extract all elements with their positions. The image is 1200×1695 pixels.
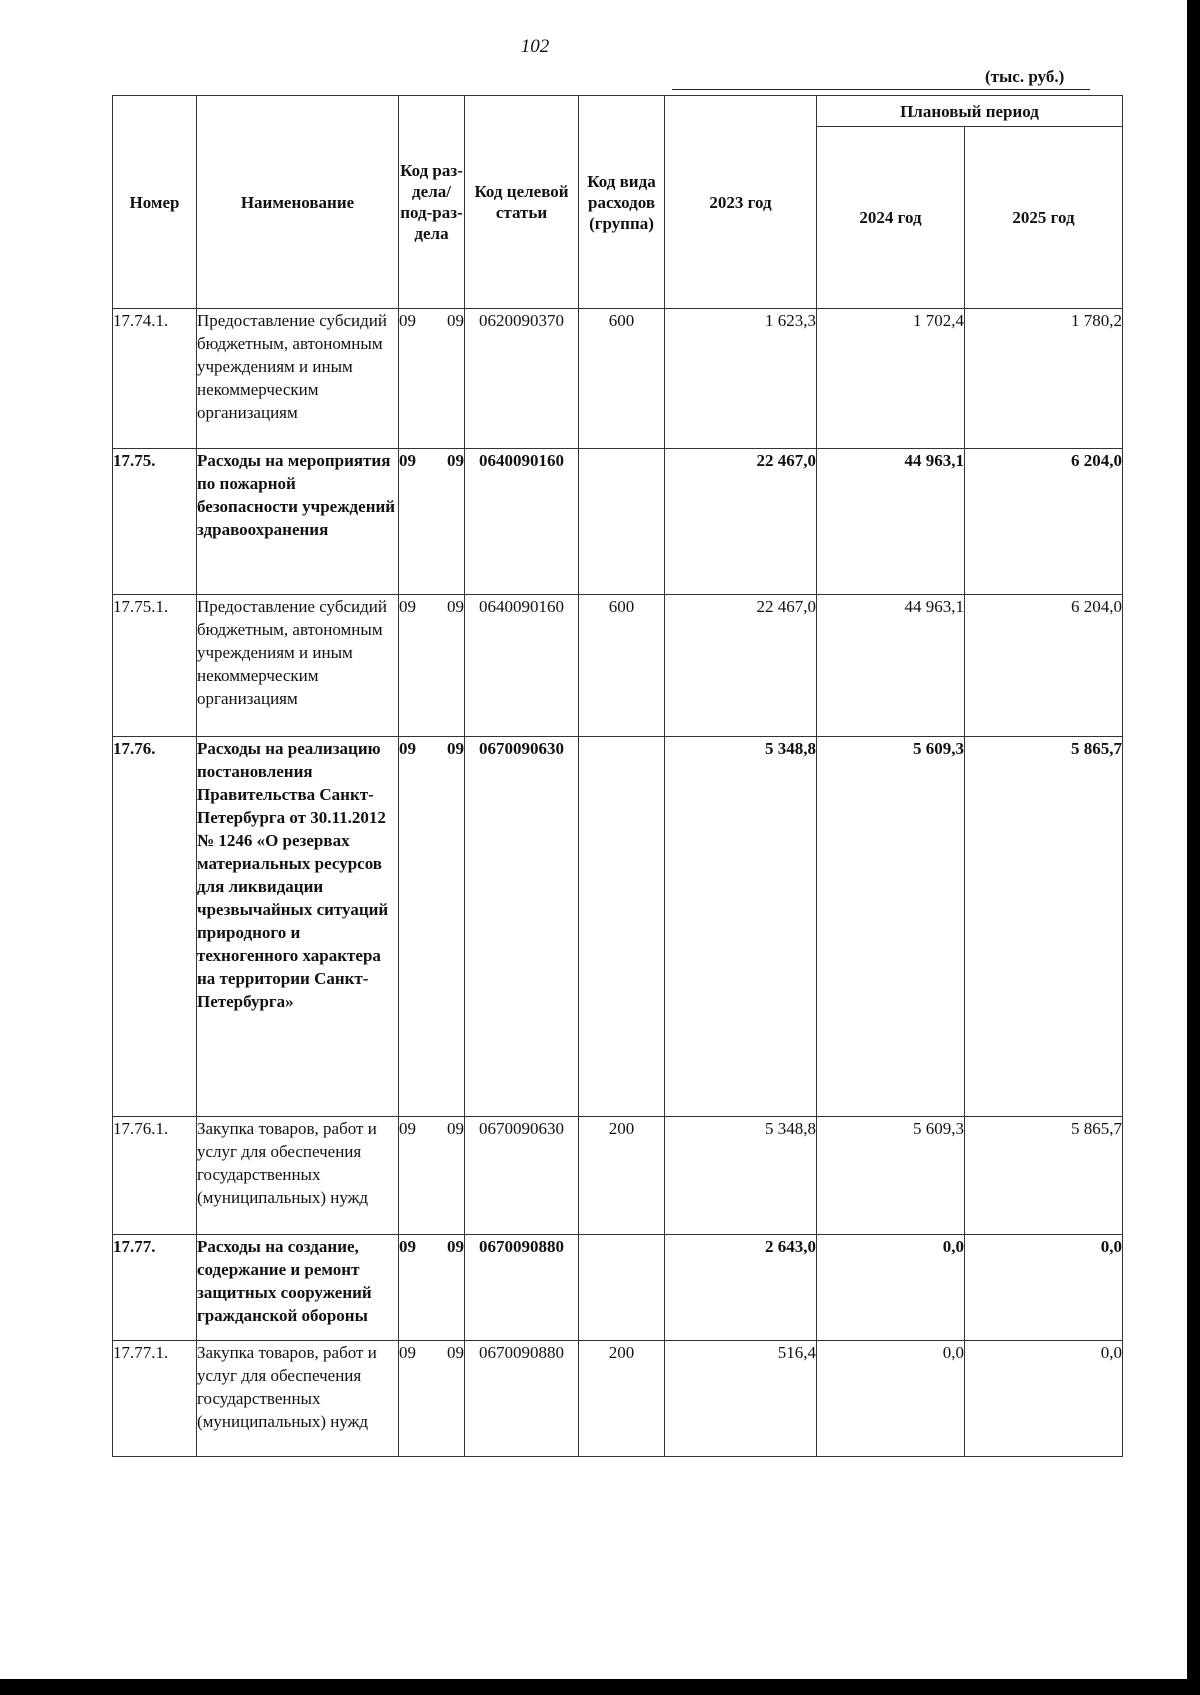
table-row xyxy=(113,309,1123,449)
row-name: Закупка товаров, работ и услуг для обеспечения государственных (муниципальных) нужд xyxy=(197,1341,399,1457)
header-year-2023: 2023 год xyxy=(665,96,817,309)
row-expense-type-code xyxy=(579,737,665,1117)
row-expense-type-code xyxy=(579,1235,665,1341)
row-target-code: 0640090160 xyxy=(465,449,579,595)
row-section-code xyxy=(399,595,465,737)
row-target-code: 0670090630 xyxy=(465,737,579,1117)
subsection-code: 09 xyxy=(447,1119,464,1138)
row-section-code xyxy=(399,1235,465,1341)
row-section-code xyxy=(399,449,465,595)
row-expense-type-code: 600 xyxy=(579,595,665,737)
row-target-code: 0670090880 xyxy=(465,1235,579,1341)
row-name: Предоставление субсидий бюджетным, автономным учреждениям и иным некоммерческим организациям xyxy=(197,595,399,737)
row-name: Закупка товаров, работ и услуг для обеспечения государственных (муниципальных) нужд xyxy=(197,1117,399,1235)
row-number: 17.77.1. xyxy=(113,1341,197,1457)
section-code: 09 xyxy=(399,1343,416,1362)
row-section-code xyxy=(399,309,465,449)
row-number: 17.76.1. xyxy=(113,1117,197,1235)
row-amount-2025: 5 865,7 xyxy=(965,737,1123,1117)
subsection-code: 09 xyxy=(447,451,464,470)
row-number: 17.74.1. xyxy=(113,309,197,449)
row-amount-2025: 5 865,7 xyxy=(965,1117,1123,1235)
section-code: 09 xyxy=(399,1119,416,1138)
row-section-code xyxy=(399,737,465,1117)
row-expense-type-code: 600 xyxy=(579,309,665,449)
row-amount-2024: 5 609,3 xyxy=(817,737,965,1117)
header-expense-type-code: Код вида расходов (группа) xyxy=(579,96,665,309)
row-amount-2025: 6 204,0 xyxy=(965,595,1123,737)
row-number: 17.75.1. xyxy=(113,595,197,737)
row-section-code xyxy=(399,1117,465,1235)
row-name: Расходы на реализацию постановления Правительства Санкт-Петербурга от 30.11.2012 № 1246 «О резервах материальных ресурсов для ликвидации чрезвычайных ситуаций природного и техногенного характера на территории Санкт-Петербурга» xyxy=(197,737,399,1117)
row-name: Предоставление субсидий бюджетным, автономным учреждениям и иным некоммерческим организациям xyxy=(197,309,399,449)
scan-edge-bottom xyxy=(0,1679,1200,1695)
table-row xyxy=(113,737,1123,1117)
row-amount-2024: 5 609,3 xyxy=(817,1117,965,1235)
table-row xyxy=(113,1341,1123,1457)
row-amount-2025: 0,0 xyxy=(965,1235,1123,1341)
row-amount-2025: 0,0 xyxy=(965,1341,1123,1457)
row-name: Расходы на создание, содержание и ремонт защитных сооружений гражданской обороны xyxy=(197,1235,399,1341)
section-code: 09 xyxy=(399,1237,416,1256)
section-code: 09 xyxy=(399,311,416,330)
row-number: 17.76. xyxy=(113,737,197,1117)
row-expense-type-code: 200 xyxy=(579,1117,665,1235)
row-amount-2024: 44 963,1 xyxy=(817,449,965,595)
subsection-code: 09 xyxy=(447,1237,464,1256)
budget-table xyxy=(112,95,1123,1457)
row-target-code: 0620090370 xyxy=(465,309,579,449)
units-divider xyxy=(672,89,1090,90)
row-name: Расходы на мероприятия по пожарной безопасности учреждений здравоохранения xyxy=(197,449,399,595)
subsection-code: 09 xyxy=(447,597,464,616)
section-code: 09 xyxy=(399,451,416,470)
table-row xyxy=(113,449,1123,595)
row-amount-2023: 2 643,0 xyxy=(665,1235,817,1341)
scan-edge-right xyxy=(1187,0,1200,1695)
row-target-code: 0670090880 xyxy=(465,1341,579,1457)
subsection-code: 09 xyxy=(447,1343,464,1362)
row-expense-type-code xyxy=(579,449,665,595)
row-amount-2023: 516,4 xyxy=(665,1341,817,1457)
table-row xyxy=(113,1117,1123,1235)
row-number: 17.77. xyxy=(113,1235,197,1341)
table-row xyxy=(113,1235,1123,1341)
row-amount-2024: 0,0 xyxy=(817,1341,965,1457)
row-number: 17.75. xyxy=(113,449,197,595)
header-target-code: Код целевой статьи xyxy=(465,96,579,309)
row-expense-type-code: 200 xyxy=(579,1341,665,1457)
row-section-code xyxy=(399,1341,465,1457)
table-body xyxy=(113,309,1123,1457)
header-name: Наименование xyxy=(197,96,399,309)
table-row xyxy=(113,595,1123,737)
subsection-code: 09 xyxy=(447,311,464,330)
row-amount-2024: 44 963,1 xyxy=(817,595,965,737)
row-amount-2023: 5 348,8 xyxy=(665,1117,817,1235)
row-amount-2025: 1 780,2 xyxy=(965,309,1123,449)
row-amount-2025: 6 204,0 xyxy=(965,449,1123,595)
table-header xyxy=(113,96,1123,309)
row-amount-2024: 0,0 xyxy=(817,1235,965,1341)
row-amount-2023: 5 348,8 xyxy=(665,737,817,1117)
section-code: 09 xyxy=(399,597,416,616)
header-number: Номер xyxy=(113,96,197,309)
row-amount-2023: 22 467,0 xyxy=(665,449,817,595)
header-section-code: Код раз-дела/ под-раз-дела xyxy=(399,96,465,309)
header-planned-period: Плановый период xyxy=(817,96,1123,127)
units-label: (тыс. руб.) xyxy=(985,67,1065,86)
subsection-code: 09 xyxy=(447,739,464,758)
row-target-code: 0670090630 xyxy=(465,1117,579,1235)
header-year-2024: 2024 год xyxy=(817,127,965,309)
row-amount-2023: 22 467,0 xyxy=(665,595,817,737)
row-amount-2024: 1 702,4 xyxy=(817,309,965,449)
row-target-code: 0640090160 xyxy=(465,595,579,737)
row-amount-2023: 1 623,3 xyxy=(665,309,817,449)
page-number: 102 xyxy=(520,36,550,57)
header-year-2025: 2025 год xyxy=(965,127,1123,309)
section-code: 09 xyxy=(399,739,416,758)
